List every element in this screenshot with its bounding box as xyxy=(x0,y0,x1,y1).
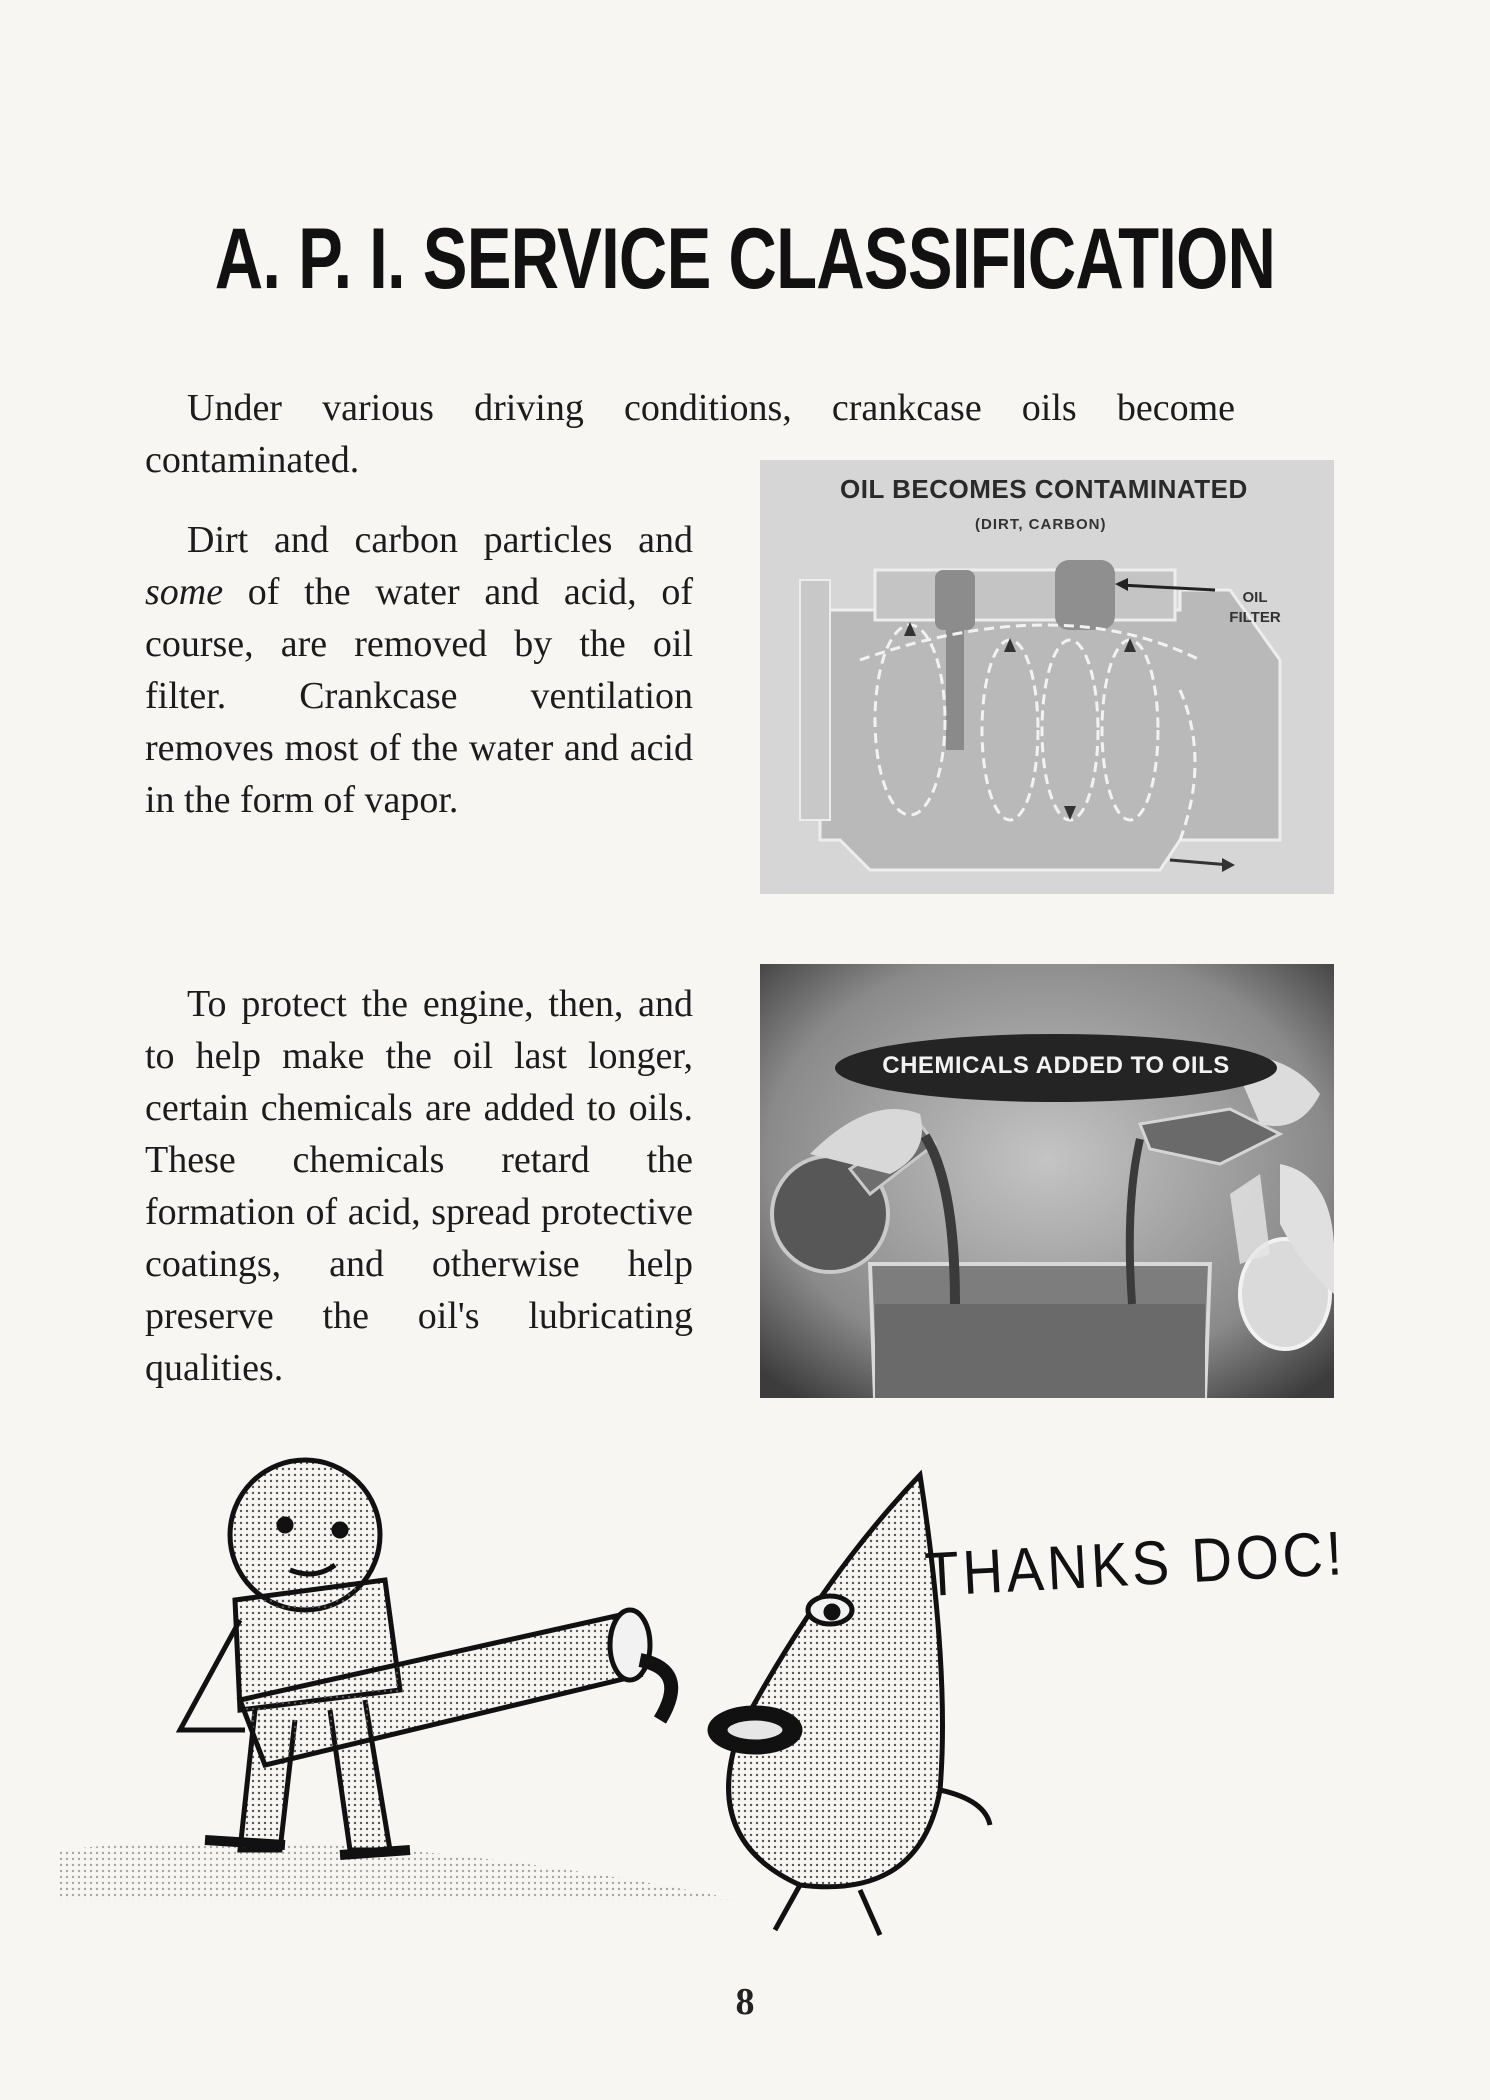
page-number: 8 xyxy=(735,1981,755,2023)
oil-filter-label-line1: OIL xyxy=(1242,589,1268,606)
paragraph-intro: Under various driving conditions, crankcase oils become contaminated. xyxy=(145,387,1235,481)
figure-caption: CHEMICALS ADDED TO OILS xyxy=(882,1052,1230,1079)
paragraph-filtration xyxy=(145,514,693,826)
oil-filter-label xyxy=(1210,588,1300,628)
figure-caption: OIL BECOMES CONTAMINATED xyxy=(840,474,1248,504)
page-title: A. P. I. SERVICE CLASSIFICATION xyxy=(214,211,1276,307)
chemicals-drawing xyxy=(760,964,1334,1398)
engine-contamination-illustration xyxy=(760,460,1334,894)
paragraph-filtration-emphasis: some xyxy=(145,571,224,613)
paragraph-filtration-text-2: of the water and acid, of course, are removed by the oil filter. Crankcase ventilation removes most of the water and acid in the form of vapor. xyxy=(145,571,693,821)
oil-filter-label-line2: FILTER xyxy=(1229,609,1281,626)
doctor-character xyxy=(180,1460,410,1855)
paragraph-filtration-text-1: Dirt and carbon particles and xyxy=(187,519,693,561)
chemicals-added-illustration xyxy=(760,964,1334,1398)
doctor-and-oil-drop-cartoon xyxy=(40,1430,1440,1950)
speech-text: THANKS DOC! xyxy=(923,1519,1348,1610)
figure-subcaption: (DIRT, CARBON) xyxy=(975,516,1107,533)
paragraph-chemicals: To protect the engine, then, and to help make the oil last longer, certain chemicals are added to oils. These chemicals retard the formation of acid, spread protective coatings, and otherwise help preserve the oil's lubricating qualities. xyxy=(145,983,693,1389)
